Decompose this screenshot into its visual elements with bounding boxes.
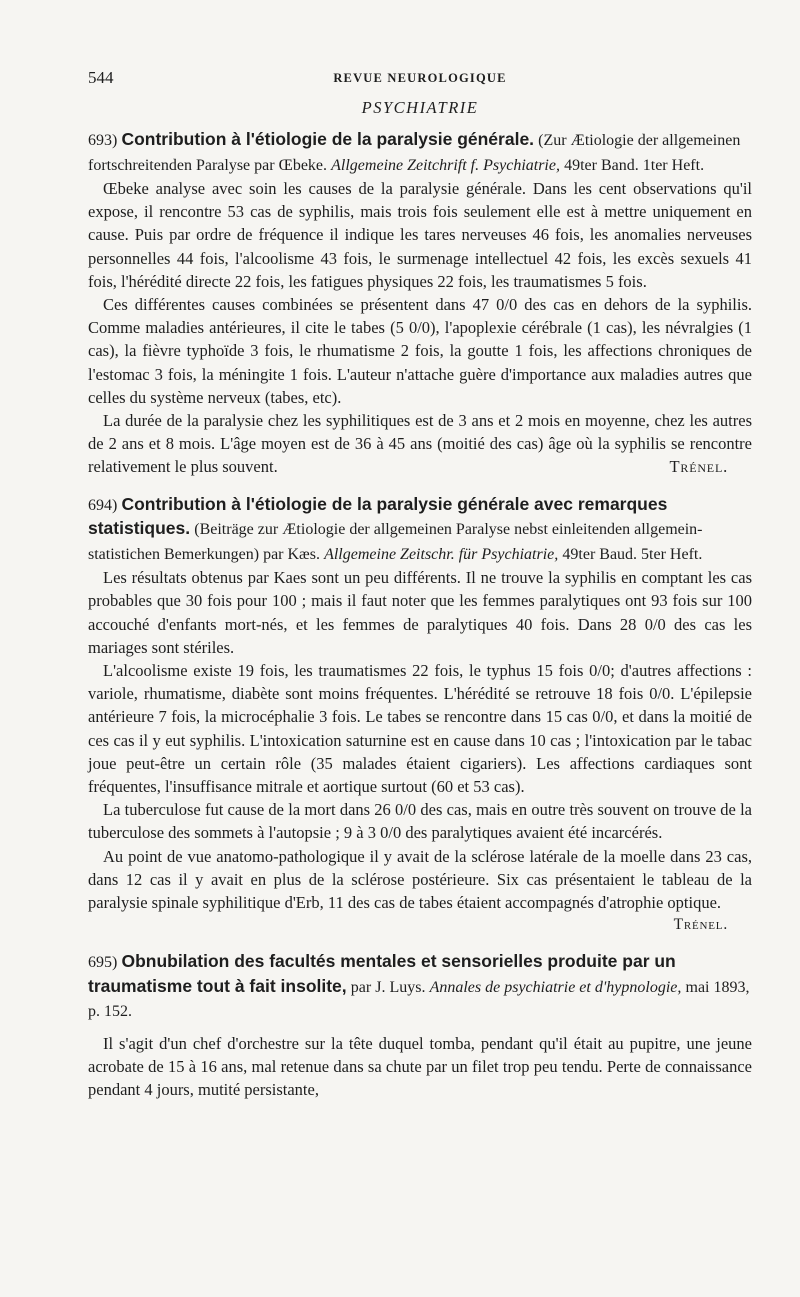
entry-volume: 49ter Baud. 5ter Heft. [562,545,703,563]
page-number: 544 [88,68,114,87]
entry-number: 694) [88,496,118,514]
journal-title: REVUE NEUROLOGIQUE [333,71,507,85]
entry-heading [88,950,752,1024]
entry-reference: (Zur Ætiologie der allgemeinen fortschreitenden Paralyse par Œbeke. [88,132,741,174]
paragraph: Au point de vue anatomo-pathologique il y avait de la sclérose latérale de la moelle dans 23 cas, dans 12 cas il y avait en plus de la sclérose postérieure. Six cas présentaient le tableau de la paralysie spinale syphilitique d'Erb, 11 des cas de tabes étaient accompagnés d'atrophie optique. [88,846,752,912]
entry-journal: Allgemeine Zeitschr. für Psychiatrie, [324,545,559,563]
entry-695 [88,950,752,1101]
entry-reference: (Beiträge zur Ætiologie der allgemeinen Paralyse nebst einleitenden allgemein-statistichen Bemerkungen) par Kæs. [88,521,703,563]
paragraph: Il s'agit d'un chef d'orchestre sur la tête duquel tomba, pendant qu'il était au pupitre, une jeune acrobate de 15 à 16 ans, mal retenue dans sa chute par un filet trop peu tendu. Perte de connaissance pendant 4 jours, mutité persistante, [88,1033,752,1100]
section-title: PSYCHIATRIE [361,98,479,117]
paragraph [88,409,752,479]
entry-number: 695) [88,954,118,972]
entry-title: Contribution à l'étiologie de la paralysie générale avec remarques statistiques. [88,493,668,539]
entry-title: Contribution à l'étiologie de la paralysie générale. [121,129,535,149]
paragraph: Œbeke analyse avec soin les causes de la paralysie générale. Dans les cent observations qu'il expose, il rencontre 53 cas de syphilis, mais trois fois seulement elle est à mettre uniquement en cause. Puis par ordre de fréquence il indique les tares nerveuses 46 fois, les anomalies nerveuses personnelles 44 fois, l'alcoolisme 43 fois, le surmenage intellectuel 42 fois, les excès sexuels 41 fois, l'hérédité directe 22 fois, les fatigues physiques 22 fois, les traumatismes 5 fois. [88,179,752,291]
author-signature: Trénel. [669,457,728,477]
paragraph: Ces différentes causes combinées se présentent dans 47 0/0 des cas en dehors de la syphilis. Comme maladies antérieures, il cite le tabes (5 0/0), l'apoplexie cérébrale (1 cas), les névralgies (1 cas), la fièvre typhoïde 3 fois, le rhumatisme 2 fois, la goutte 1 fois, les affections chroniques de l'estomac 3 fois, la méningite 1 fois. L'auteur n'attache guère d'importance aux maladies autres que celles du système nerveux (tabes, etc). [88,295,752,407]
entry-heading [88,128,752,177]
running-header [88,68,752,96]
paragraph-text: La durée de la paralysie chez les syphilitiques est de 3 ans et 2 mois en moyenne, chez les autres de 2 ans et 8 mois. L'âge moyen est de 36 à 45 ans (moitié des cas) âge où la syphilis se rencontre relativement le plus souvent. [88,411,752,477]
paragraph: La tuberculose fut cause de la mort dans 26 0/0 des cas, mais en outre très souvent on trouve de la tuberculose des sommets à l'autopsie ; 9 à 3 0/0 des paralytiques avaient été incarcérés. [88,800,752,843]
entry-journal: Annales de psychiatrie et d'hypnologie, [429,978,682,996]
entry-journal: Allgemeine Zeitchrift f. Psychiatrie, [331,156,560,174]
entry-volume: 49ter Band. 1ter Heft. [564,156,705,174]
paragraph: Les résultats obtenus par Kaes sont un peu différents. Il ne trouve la syphilis en comptant les cas probables que 30 fois pour 100 ; mais il faut noter que les femmes paralytiques ont 93 fois sur 100 accouché d'enfants mort-nés, et les femmes de paralytiques 40 fois. Dans 28 0/0 des cas les mariages sont stériles. [88,568,752,657]
entry-number: 693) [88,132,118,149]
entry-volume: mai 1893, p. 152. [88,978,750,1021]
paragraph: L'alcoolisme existe 19 fois, les traumatismes 22 fois, le typhus 15 fois 0/0; d'autres affections : variole, rhumatisme, diabète sont moins fréquentes. L'hérédité se retrouve 18 fois 0/0. L'épilepsie antérieure 7 fois, la microcéphalie 3 fois. Le tabes se rencontre dans 15 cas 0/0, et dans la moitié de ces cas il y eut syphilis. L'intoxication saturnine est en cause dans 10 cas ; l'intoxication par le tabac joue peut-être un certain rôle (35 malades étaient cigariers). Les affections cardiaques sont fréquentes, l'insuffisance mitrale et aortique surtout (60 et 53 cas). [88,660,752,796]
entry-694 [88,493,752,937]
entry-title: Obnubilation des facultés mentales et sensorielles produite par un traumatisme tout à fait insolite, [88,951,676,996]
entry-reference: par J. Luys. [350,978,426,996]
entry-693 [88,128,752,479]
author-signature: Trénel. [673,916,728,934]
entry-heading [88,493,752,567]
